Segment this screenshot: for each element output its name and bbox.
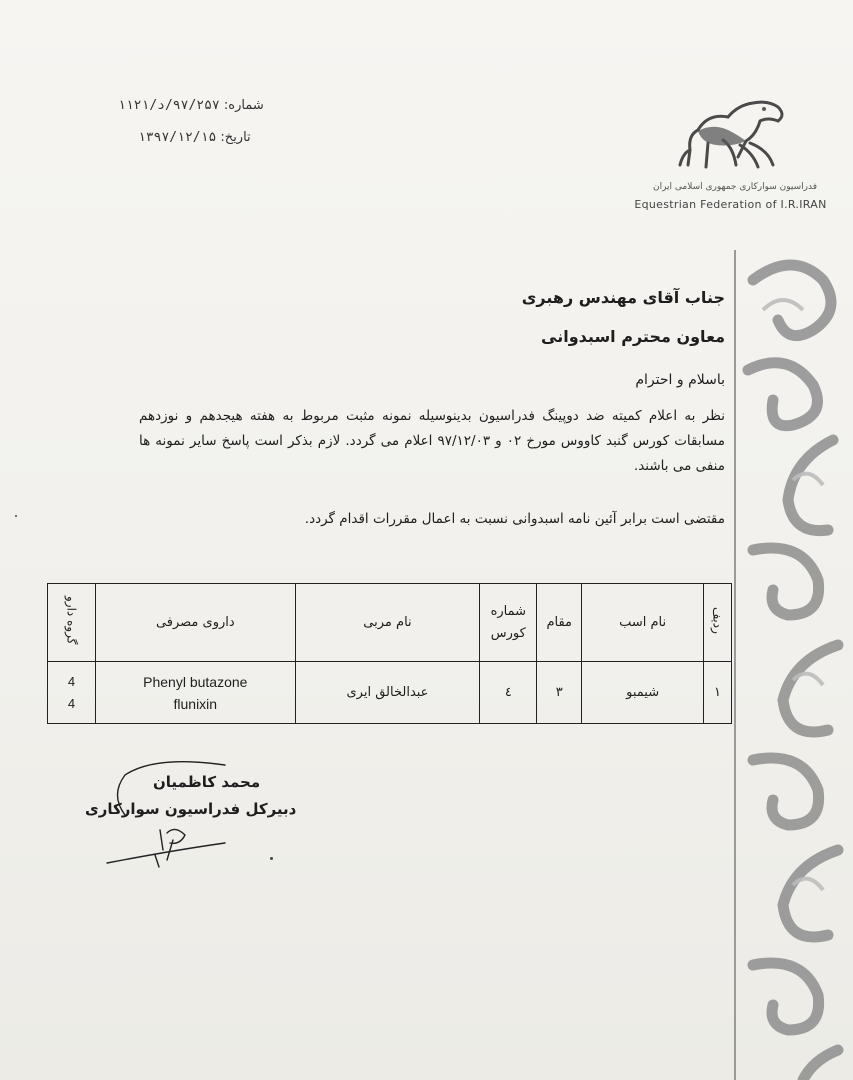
addressee: جناب آقای مهندس رهبری bbox=[521, 288, 725, 307]
header-horse: نام اسب bbox=[582, 584, 704, 662]
signatory-title: دبیرکل فدراسیون سوارکاری bbox=[85, 800, 297, 818]
cell-rank: ۳ bbox=[537, 662, 582, 724]
drug-2: flunixin bbox=[173, 695, 218, 712]
letter-date bbox=[128, 130, 251, 145]
doping-results-table bbox=[47, 583, 732, 724]
body-paragraph-1: نظر به اعلام کمیته ضد دوپینگ فدراسیون بدینوسیله نمونه مثبت مربوط به هفته هیجدهم و نوزدهم مسابقات کورس گنبد کاووس مورخ ۰۲ و ۹۷/۱۲/۰۳ اعلام می گردد. لازم بذکر است پاسخ سایر نمونه ها منفی می باشند. bbox=[139, 408, 725, 474]
table-row bbox=[48, 662, 732, 724]
date-value: ۱۳۹۷/۱۲/۱۵ bbox=[138, 130, 217, 145]
addressee-title: معاون محترم اسبدوانی bbox=[541, 327, 725, 346]
cell-drug-group bbox=[48, 662, 96, 724]
paper-speck bbox=[270, 857, 273, 860]
cell-race-number: ٤ bbox=[480, 662, 537, 724]
letter-number bbox=[108, 98, 264, 113]
header-row-number: ردیف bbox=[704, 584, 732, 662]
cell-horse: شیمبو bbox=[582, 662, 704, 724]
decorative-border-icon bbox=[733, 250, 853, 1080]
group-1: 4 bbox=[67, 673, 76, 689]
cell-drug bbox=[95, 662, 295, 724]
body-paragraph-2: مقتضی است برابر آئین نامه اسبدوانی نسبت به اعمال مقررات اقدام گردد. bbox=[304, 511, 725, 527]
table-header-row bbox=[48, 584, 732, 662]
paper-speck bbox=[15, 515, 17, 517]
logo-name-en: Equestrian Federation of I.R.IRAN bbox=[634, 198, 827, 211]
number-value: ۹۷/۲۵۷/د/۱۱۲۱ bbox=[118, 98, 220, 113]
cell-row-number: ۱ bbox=[704, 662, 732, 724]
header-trainer: نام مربی bbox=[295, 584, 480, 662]
drug-1: Phenyl butazone bbox=[143, 673, 248, 690]
group-2: 4 bbox=[67, 695, 76, 711]
logo-name-fa: فدراسیون سوارکاری جمهوری اسلامی ایران bbox=[652, 182, 818, 192]
cell-trainer: عبدالخالق ایری bbox=[295, 662, 480, 724]
signatory-name: محمد کاظمیان bbox=[153, 773, 261, 791]
header-drug: داروی مصرفی bbox=[95, 584, 295, 662]
header-rank: مقام bbox=[537, 584, 582, 662]
greeting: باسلام و احترام bbox=[635, 372, 725, 388]
date-label: تاریخ: bbox=[220, 130, 251, 145]
header-drug-group: گروه دارو bbox=[48, 584, 96, 662]
number-label: شماره: bbox=[223, 98, 264, 113]
header-race-number: شماره کورس bbox=[480, 584, 537, 662]
horse-logo-icon bbox=[628, 95, 833, 215]
